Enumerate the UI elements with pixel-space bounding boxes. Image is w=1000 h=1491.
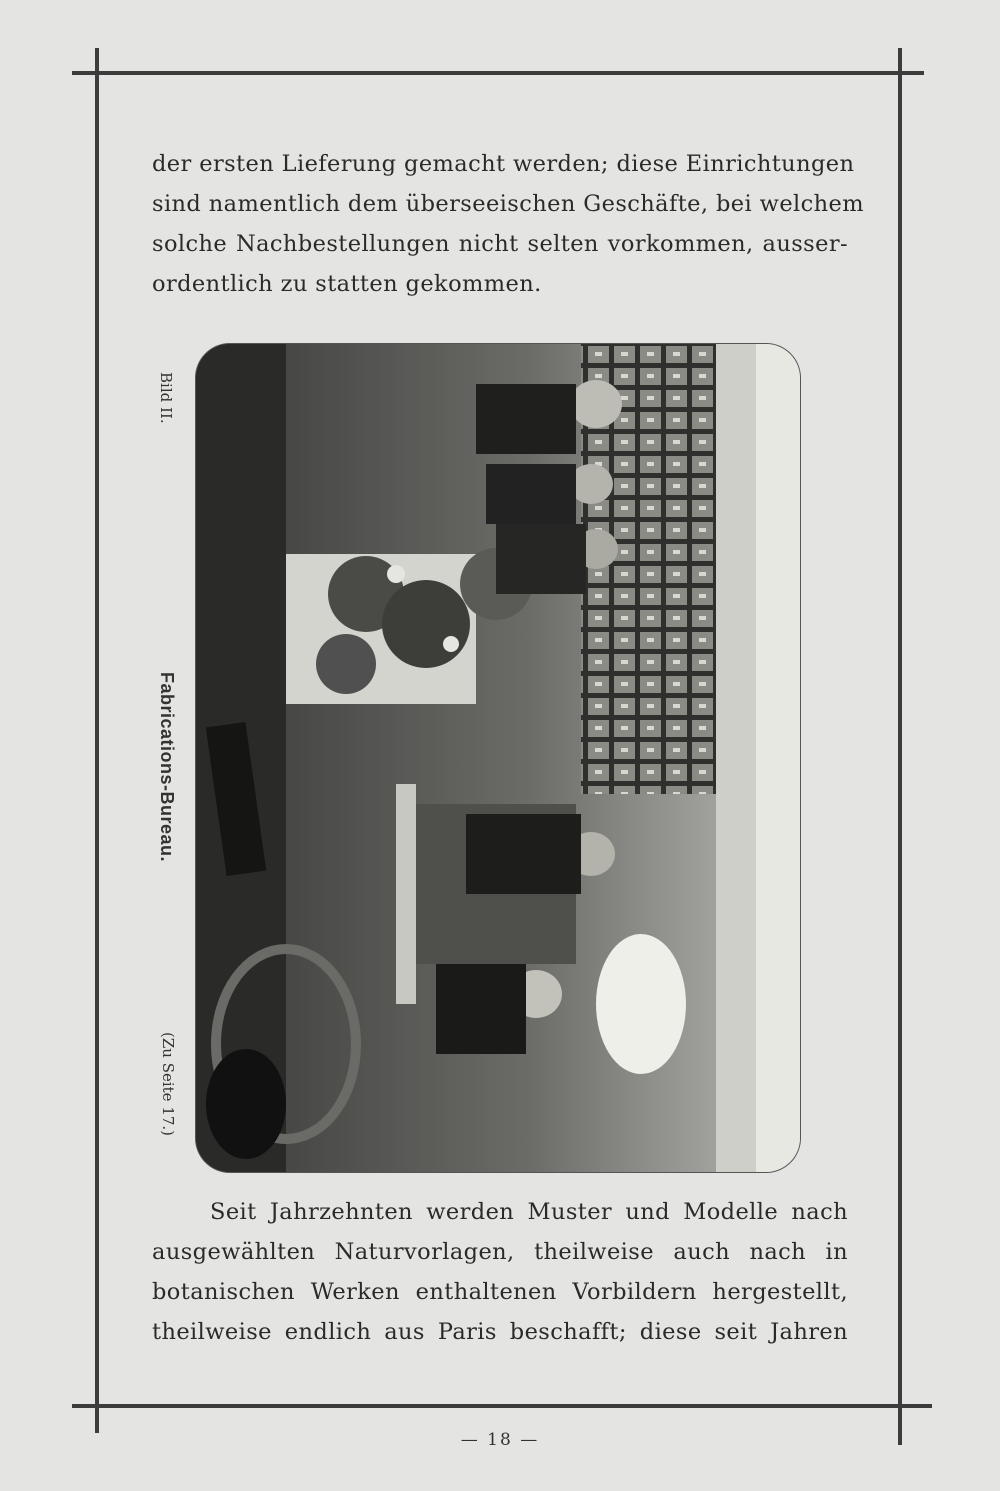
text-line: botanischen Werken enthaltenen Vorbildern hergestellt, xyxy=(152,1279,848,1305)
figure-caption: Fabrications-Bureau. xyxy=(157,672,177,863)
text-line: ausgewählten Naturvorlagen, theilweise auch nach in xyxy=(152,1239,848,1265)
text-line: theilweise endlich aus Paris beschafft; diese seit Jahren xyxy=(152,1319,848,1345)
frame-right-rule xyxy=(898,48,902,1445)
frame-top-rule xyxy=(72,71,924,75)
text-line: ordentlich zu statten gekommen. xyxy=(152,271,542,297)
figure-label: Bild II. xyxy=(157,372,175,424)
paragraph-bottom xyxy=(152,1192,848,1352)
text-line: Seit Jahrzehnten werden Muster und Modelle nach xyxy=(210,1199,848,1225)
text-line: der ersten Lieferung gemacht werden; diese Einrichtungen xyxy=(152,151,855,177)
frame-bottom-rule xyxy=(72,1404,932,1408)
photograph-office-interior xyxy=(196,344,800,1172)
page-number: — 18 — xyxy=(460,1430,540,1450)
text-line: sind namentlich dem überseeischen Geschäfte, bei welchem xyxy=(152,191,864,217)
figure-page-reference: (Zu Seite 17.) xyxy=(159,1032,177,1137)
paragraph-top xyxy=(152,144,864,304)
text-line: solche Nachbestellungen nicht selten vorkommen, ausser- xyxy=(152,231,848,257)
frame-left-rule xyxy=(95,48,99,1433)
photo-illustration xyxy=(196,344,800,1172)
